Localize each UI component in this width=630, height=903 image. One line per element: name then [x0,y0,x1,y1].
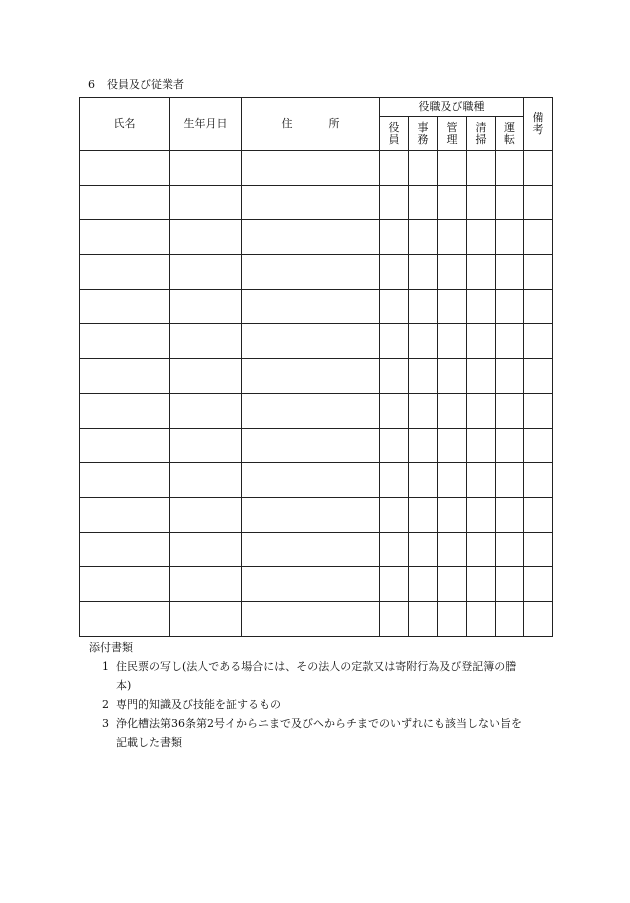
cell-management [438,497,467,532]
cell-address [242,463,380,498]
cell-birthdate [170,532,242,567]
cell-management [438,185,467,220]
cell-officer [380,289,409,324]
cell-birthdate [170,601,242,636]
cell-officer [380,601,409,636]
cell-remarks [524,428,553,463]
cell-address [242,220,380,255]
cell-officer [380,220,409,255]
cell-birthdate [170,463,242,498]
cell-driving [496,185,524,220]
cell-name [80,324,170,359]
cell-management [438,428,467,463]
cell-management [438,324,467,359]
attachment-text-continued: 本) [116,679,132,692]
cell-birthdate [170,185,242,220]
cell-name [80,185,170,220]
cell-birthdate [170,289,242,324]
attachment-text: 専門的知識及び技能を証するもの [116,698,281,711]
cell-clerical [409,428,438,463]
cell-remarks [524,497,553,532]
header-sub-driving: 運転 [496,117,524,151]
cell-driving [496,567,524,602]
cell-cleaning [467,289,496,324]
cell-cleaning [467,567,496,602]
table-row [80,567,553,602]
cell-driving [496,463,524,498]
table-row [80,151,553,186]
cell-cleaning [467,428,496,463]
table-row [80,428,553,463]
cell-remarks [524,255,553,290]
cell-driving [496,255,524,290]
cell-remarks [524,359,553,394]
cell-management [438,463,467,498]
cell-driving [496,393,524,428]
cell-cleaning [467,185,496,220]
cell-name [80,220,170,255]
cell-remarks [524,393,553,428]
staff-table [79,97,553,637]
cell-address [242,532,380,567]
table-row [80,393,553,428]
cell-remarks [524,463,553,498]
cell-clerical [409,185,438,220]
cell-address [242,289,380,324]
cell-address [242,601,380,636]
header-sub-management: 管理 [438,117,467,151]
attachment-number: 2 [102,698,109,711]
cell-officer [380,324,409,359]
header-position-group: 役職及び職種 [380,98,524,117]
cell-name [80,567,170,602]
header-remarks-text: 備考 [532,111,544,136]
table-row [80,359,553,394]
cell-birthdate [170,324,242,359]
cell-driving [496,220,524,255]
cell-address [242,359,380,394]
header-name: 氏名 [80,98,170,151]
attachments-section [88,638,558,752]
cell-remarks [524,567,553,602]
cell-birthdate [170,220,242,255]
cell-name [80,359,170,394]
cell-birthdate [170,255,242,290]
attachments-heading: 添付書類 [89,641,133,654]
header-remarks [524,98,553,151]
attachment-text: 住民票の写し(法人である場合には、その法人の定款又は寄附行為及び登記簿の謄 [116,660,517,673]
cell-management [438,220,467,255]
cell-remarks [524,185,553,220]
cell-officer [380,532,409,567]
cell-birthdate [170,567,242,602]
header-sub-cleaning: 清掃 [467,117,496,151]
cell-clerical [409,532,438,567]
header-address-part2: 所 [328,117,340,130]
cell-management [438,567,467,602]
cell-name [80,151,170,186]
table-row [80,497,553,532]
cell-officer [380,359,409,394]
cell-address [242,567,380,602]
cell-remarks [524,601,553,636]
cell-cleaning [467,255,496,290]
cell-cleaning [467,393,496,428]
cell-management [438,255,467,290]
cell-cleaning [467,463,496,498]
cell-cleaning [467,220,496,255]
cell-address [242,185,380,220]
attachment-number: 1 [102,660,109,673]
cell-clerical [409,255,438,290]
cell-officer [380,497,409,532]
section-title: 役員及び従業者 [107,78,184,91]
cell-clerical [409,497,438,532]
cell-officer [380,151,409,186]
cell-officer [380,185,409,220]
cell-management [438,532,467,567]
section-heading [88,78,184,92]
cell-clerical [409,324,438,359]
cell-officer [380,463,409,498]
table-row [80,324,553,359]
header-sub-officer: 役員 [380,117,409,151]
cell-name [80,289,170,324]
cell-driving [496,324,524,359]
cell-driving [496,428,524,463]
cell-birthdate [170,359,242,394]
cell-birthdate [170,428,242,463]
cell-address [242,497,380,532]
cell-address [242,151,380,186]
cell-management [438,393,467,428]
cell-address [242,428,380,463]
attachment-item-2 [88,695,558,714]
cell-birthdate [170,151,242,186]
cell-clerical [409,151,438,186]
cell-clerical [409,567,438,602]
cell-management [438,601,467,636]
cell-management [438,289,467,324]
attachment-number: 3 [102,717,109,730]
cell-clerical [409,359,438,394]
cell-address [242,324,380,359]
table-row [80,255,553,290]
cell-remarks [524,289,553,324]
cell-remarks [524,532,553,567]
header-address-part1: 住 [281,117,293,130]
cell-cleaning [467,324,496,359]
table-row [80,532,553,567]
cell-officer [380,393,409,428]
cell-driving [496,532,524,567]
cell-name [80,532,170,567]
cell-management [438,359,467,394]
cell-cleaning [467,359,496,394]
cell-clerical [409,463,438,498]
table-row [80,289,553,324]
cell-name [80,601,170,636]
cell-cleaning [467,532,496,567]
cell-remarks [524,151,553,186]
cell-officer [380,567,409,602]
cell-remarks [524,220,553,255]
table-row [80,220,553,255]
table-row [80,185,553,220]
cell-cleaning [467,601,496,636]
cell-name [80,393,170,428]
cell-driving [496,601,524,636]
cell-birthdate [170,393,242,428]
cell-clerical [409,220,438,255]
header-birthdate: 生年月日 [170,98,242,151]
cell-birthdate [170,497,242,532]
cell-officer [380,255,409,290]
cell-officer [380,428,409,463]
cell-driving [496,497,524,532]
cell-driving [496,151,524,186]
cell-clerical [409,601,438,636]
cell-driving [496,289,524,324]
attachment-item-1 [88,657,558,695]
table-row [80,463,553,498]
cell-address [242,393,380,428]
header-sub-clerical: 事務 [409,117,438,151]
attachment-text: 浄化槽法第36条第2号イからニまで及びヘからチまでのいずれにも該当しない旨を [116,717,522,730]
attachment-item-3 [88,714,558,752]
cell-management [438,151,467,186]
staff-table-body [80,151,553,637]
table-row [80,601,553,636]
section-number: 6 [88,78,95,91]
cell-clerical [409,289,438,324]
cell-cleaning [467,497,496,532]
cell-remarks [524,324,553,359]
cell-clerical [409,393,438,428]
cell-name [80,497,170,532]
cell-name [80,463,170,498]
cell-name [80,255,170,290]
cell-address [242,255,380,290]
cell-driving [496,359,524,394]
attachment-text-continued: 記載した書類 [116,736,182,749]
cell-name [80,428,170,463]
cell-cleaning [467,151,496,186]
header-address [242,98,380,151]
